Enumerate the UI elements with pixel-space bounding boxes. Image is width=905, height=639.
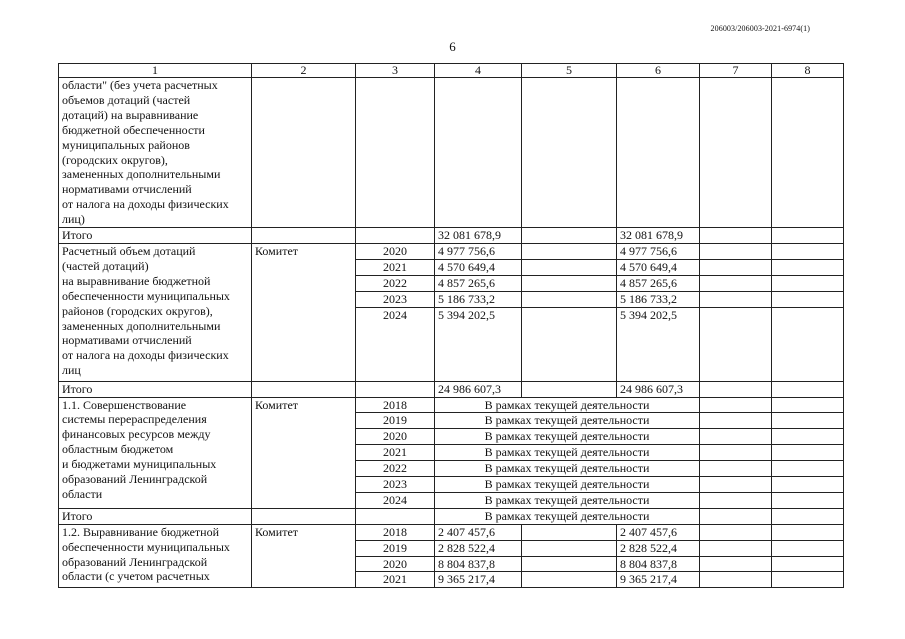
current-activity-cell: В рамках текущей деятельности: [435, 461, 700, 477]
measure-description: 1.1. Совершенствование системы перераспределения финансовых ресурсов между областным бюджетом и бюджетами муниципальных образований Ленинградской области: [59, 397, 252, 508]
total-row: [59, 508, 844, 524]
total-col4: 24 986 607,3: [435, 381, 522, 397]
measure-description: Расчетный объем дотаций (частей дотаций) на выравнивание бюджетной обеспеченности муниципальных районов (городских округов), замененных дополнительными нормативами отчислений от налога на доходы физических лиц: [59, 243, 252, 381]
current-activity-cell: В рамках текущей деятельности: [435, 429, 700, 445]
value-col4: 4 857 265,6: [435, 275, 522, 291]
executor: Комитет: [252, 524, 356, 588]
year-cell: 2024: [356, 492, 435, 508]
value-col6: 5 186 733,2: [617, 291, 700, 307]
page-number: 6: [449, 39, 456, 54]
value-col4: 2 828 522,4: [435, 540, 522, 556]
table-row: [59, 243, 844, 259]
total-label: Итого: [59, 228, 252, 244]
column-header: 5: [522, 64, 617, 78]
column-header: 1: [59, 64, 252, 78]
column-header: 3: [356, 64, 435, 78]
total-row: [59, 381, 844, 397]
executor: Комитет: [252, 397, 356, 508]
year-cell: 2021: [356, 572, 435, 588]
table-row: [59, 78, 844, 228]
year-cell: 2024: [356, 307, 435, 381]
executor: Комитет: [252, 243, 356, 381]
column-number-row: [59, 64, 844, 78]
budget-table: [58, 63, 844, 588]
year-cell: 2018: [356, 397, 435, 413]
table-row: [59, 397, 844, 413]
value-col4: 4 570 649,4: [435, 259, 522, 275]
total-col4: 32 081 678,9: [435, 228, 522, 244]
value-col6: 4 977 756,6: [617, 243, 700, 259]
document-id: 206003/206003-2021-6974(1): [710, 24, 810, 33]
value-col6: 2 828 522,4: [617, 540, 700, 556]
current-activity-cell: В рамках текущей деятельности: [435, 397, 700, 413]
year-cell: 2018: [356, 524, 435, 540]
current-activity-cell: В рамках текущей деятельности: [435, 413, 700, 429]
total-label: Итого: [59, 381, 252, 397]
value-col6: 4 570 649,4: [617, 259, 700, 275]
total-col6: 24 986 607,3: [617, 381, 700, 397]
year-cell: 2021: [356, 445, 435, 461]
year-cell: 2023: [356, 477, 435, 493]
total-col6: 32 081 678,9: [617, 228, 700, 244]
current-activity-cell: В рамках текущей деятельности: [435, 508, 700, 524]
measure-description: 1.2. Выравнивание бюджетной обеспеченности муниципальных образований Ленинградской области (с учетом расчетных: [59, 524, 252, 588]
value-col4: 5 394 202,5: [435, 307, 522, 381]
value-col4: 5 186 733,2: [435, 291, 522, 307]
value-col4: 8 804 837,8: [435, 556, 522, 572]
measure-description: области" (без учета расчетных объемов дотаций (частей дотаций) на выравнивание бюджетной обеспеченности муниципальных районов (городских округов), замененных дополнительными нормативами отчислений от налога на доходы физических лиц): [59, 78, 252, 228]
year-cell: 2022: [356, 275, 435, 291]
column-header: 6: [617, 64, 700, 78]
year-cell: 2019: [356, 413, 435, 429]
value-col4: 4 977 756,6: [435, 243, 522, 259]
year-cell: 2022: [356, 461, 435, 477]
year-cell: 2023: [356, 291, 435, 307]
year-cell: 2021: [356, 259, 435, 275]
value-col6: 8 804 837,8: [617, 556, 700, 572]
value-col6: 5 394 202,5: [617, 307, 700, 381]
total-row: [59, 228, 844, 244]
column-header: 7: [700, 64, 772, 78]
year-cell: 2020: [356, 243, 435, 259]
current-activity-cell: В рамках текущей деятельности: [435, 477, 700, 493]
value-col6: 9 365 217,4: [617, 572, 700, 588]
value-col6: 2 407 457,6: [617, 524, 700, 540]
value-col4: 9 365 217,4: [435, 572, 522, 588]
table-row: [59, 524, 844, 540]
column-header: 2: [252, 64, 356, 78]
current-activity-cell: В рамках текущей деятельности: [435, 445, 700, 461]
year-cell: 2020: [356, 429, 435, 445]
value-col4: 2 407 457,6: [435, 524, 522, 540]
column-header: 4: [435, 64, 522, 78]
value-col6: 4 857 265,6: [617, 275, 700, 291]
year-cell: 2020: [356, 556, 435, 572]
year-cell: 2019: [356, 540, 435, 556]
column-header: 8: [772, 64, 844, 78]
current-activity-cell: В рамках текущей деятельности: [435, 492, 700, 508]
total-label: Итого: [59, 508, 252, 524]
